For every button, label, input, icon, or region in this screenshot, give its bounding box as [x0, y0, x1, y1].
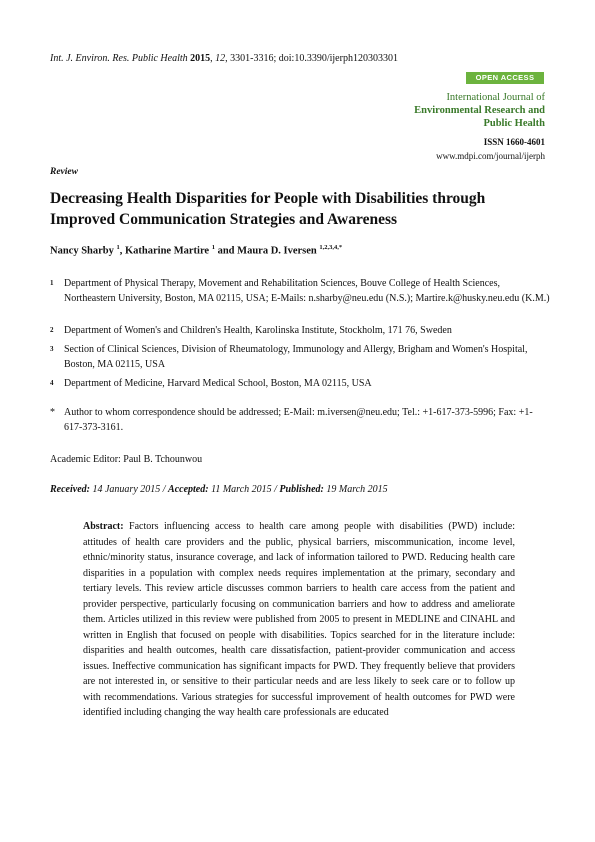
article-type: Review — [50, 167, 78, 177]
affiliation-item — [50, 376, 550, 391]
author-name: Katharine Martire — [125, 245, 210, 257]
author-list — [50, 244, 342, 257]
affiliation-text: Department of Medicine, Harvard Medical School, Boston, MA 02115, USA — [64, 378, 372, 389]
abstract-text: Factors influencing access to health care among people with disabilities (PWD) include: attitudes of health care providers and the public, physical barriers, miscommunication, income level, ethnic/minority status, insurance coverage, and lack of information tailored to PWD. Reducing health care disparities in a population with complex needs requires implementation at the primary, secondary and tertiary levels. This review article discusses common barriers to health care access from the patient and provider perspective, particularly focusing on communication barriers and how to address and ameliorate them. Articles utilized in this review were published from 2005 to present in MEDLINE and CINAHL and written in English that focused on people with disabilities. Topics searched for in the literature include: disparities and health outcomes, health care dissatisfaction, patient-provider communication and access issues. Ineffective communication has significant impacts for PWD. They frequently believe that providers are not interested in, or sensitive to their particular needs and are less likely to seek care or to follow up with recommendations. Various strategies for successful improvement of health outcomes for PWD were identified including changing the way health care professionals are educated — [83, 521, 515, 718]
open-access-badge: OPEN ACCESS — [466, 72, 544, 84]
abstract-label: Abstract: — [83, 521, 124, 532]
journal-abbreviation: Int. J. Environ. Res. Public Health — [50, 53, 188, 64]
accepted-label: Accepted: — [168, 484, 209, 495]
journal-name-line2: Environmental Research and — [414, 105, 545, 116]
author-separator: , — [119, 245, 126, 257]
correspondence-note — [50, 405, 550, 435]
affiliation-number: 4 — [50, 379, 54, 387]
affiliation-text: Department of Women's and Children's Health, Karolinska Institute, Stockholm, 171 76, Sweden — [64, 325, 452, 336]
affiliation-item — [50, 323, 550, 338]
author-affiliation-mark: 1,2,3,4,* — [319, 244, 343, 251]
affiliation-number: 2 — [50, 326, 54, 334]
author-affiliation-mark: 1 — [211, 244, 215, 251]
published-date: 19 March 2015 — [326, 484, 388, 495]
author-separator: and — [214, 245, 238, 257]
affiliation-number: 1 — [50, 279, 54, 287]
received-date: 14 January 2015 — [92, 484, 161, 495]
published-label: Published: — [279, 484, 324, 495]
correspondence-star: * — [50, 407, 55, 418]
abstract — [83, 519, 515, 721]
affiliation-item — [50, 276, 550, 306]
affiliation-text: Department of Physical Therapy, Movement and Rehabilitation Sciences, Bouve College of Health Sciences, Northeastern University, Boston, MA 02115, USA; E-Mails: n.sharby@neu.edu (N.S.); Martire.k@husky.neu.edu (K.M.) — [64, 278, 550, 304]
citation-line: Int. J. Environ. Res. Public Health 2015, 12, 3301-3316; doi:10.3390/ijerph120303301 — [50, 53, 398, 64]
journal-name — [414, 91, 545, 130]
journal-name-line1: International Journal of — [446, 92, 545, 103]
citation-pages: 3301-3316 — [230, 53, 274, 64]
academic-editor: Academic Editor: Paul B. Tchounwou — [50, 454, 203, 465]
journal-issn: ISSN 1660-4601 — [483, 137, 545, 147]
article-title: Decreasing Health Disparities for People with Disabilities through Improved Communication Strategies and Awareness — [50, 190, 486, 228]
author-name: Nancy Sharby — [50, 245, 114, 257]
affiliation-item — [50, 342, 550, 372]
received-label: Received: — [50, 484, 90, 495]
affiliation-number: 3 — [50, 345, 54, 353]
journal-name-line3: Public Health — [483, 118, 545, 129]
citation-year: 2015 — [190, 53, 211, 64]
author-name: Maura D. Iversen — [237, 245, 317, 257]
citation-doi[interactable]: doi:10.3390/ijerph120303301 — [278, 53, 398, 64]
citation-volume: 12 — [215, 53, 226, 64]
affiliation-text: Section of Clinical Sciences, Division of Rheumatology, Immunology and Allergy, Brigham and Women's Hospital, Boston, MA 02115, USA — [64, 344, 528, 370]
author-affiliation-mark: 1 — [116, 244, 120, 251]
accepted-date: 11 March 2015 — [211, 484, 272, 495]
journal-url[interactable]: www.mdpi.com/journal/ijerph — [436, 151, 545, 161]
correspondence-text: Author to whom correspondence should be addressed; E-Mail: m.iversen@neu.edu; Tel.: +1-617-373-5996; Fax: +1-617-373-3161. — [64, 407, 533, 433]
publication-dates: Received: 14 January 2015 / Accepted: 11 March 2015 / Published: 19 March 2015 — [50, 484, 388, 495]
